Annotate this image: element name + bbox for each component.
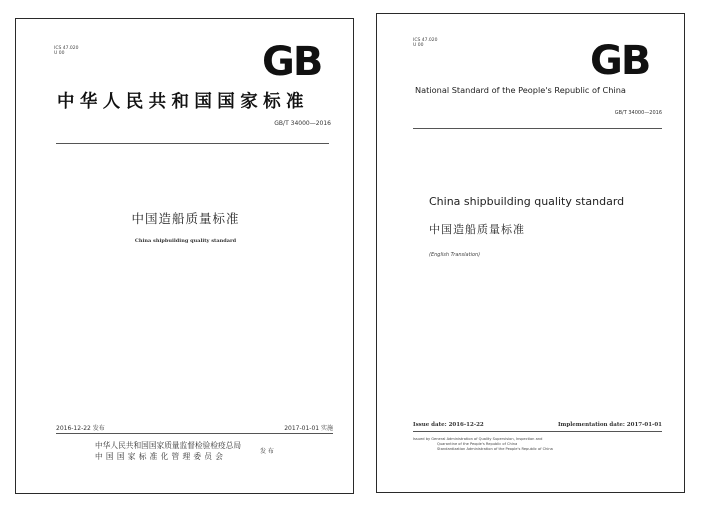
gb-logo-text: GB: [590, 38, 650, 84]
issuer-line-1: 中华人民共和国国家质量监督检验检疫总局: [95, 441, 242, 450]
issued-by-line-1: Issued by General Administration of Quality Supervision, Inspection and: [413, 437, 543, 441]
issuer-line-2: 中 国 国 家 标 准 化 管 理 委 员 会: [95, 452, 224, 461]
implementation-date: Implementation date: 2017-01-01: [557, 422, 662, 428]
issue-word: 发 布: [260, 448, 274, 455]
issue-date: Issue date: 2016-12-22: [413, 422, 484, 428]
ics-code: ICS 47.020: [54, 46, 79, 51]
header-rule: [56, 143, 329, 144]
ccs-code: U 00: [54, 51, 65, 56]
title-english: China shipbuilding quality standard: [429, 195, 625, 208]
title-english: China shipbuilding quality standard: [134, 238, 237, 244]
translation-note: (English Translation): [429, 252, 481, 258]
issue-date: 2016-12-22 发布: [56, 425, 105, 432]
issued-by-line-2: Quarantine of the People's Republic of China: [437, 442, 518, 446]
header-rule: [413, 128, 662, 129]
english-cover-page: [376, 13, 685, 493]
footer-rule: [413, 431, 662, 432]
issued-by-line-3: Standardization Administration of the People's Republic of China: [437, 447, 553, 451]
ics-code: ICS 47.020: [413, 38, 438, 43]
ccs-code: U 00: [413, 43, 424, 48]
implementation-date: 2017-01-01 实施: [284, 425, 333, 432]
gb-logo-text: GB: [262, 39, 322, 85]
standard-header-title: 中华人民共和国国家标准: [57, 92, 309, 112]
gb-logo: [262, 39, 321, 85]
title-chinese: 中国造船质量标准: [429, 223, 525, 236]
title-chinese: 中国造船质量标准: [131, 211, 240, 226]
standard-number: GB/T 34000—2016: [614, 110, 662, 116]
standard-header-title: National Standard of the People's Republic of China: [415, 85, 626, 95]
footer-rule: [56, 433, 333, 434]
gb-logo: [590, 38, 649, 84]
chinese-cover-page: [15, 18, 354, 494]
standard-number: GB/T 34000—2016: [274, 120, 331, 127]
